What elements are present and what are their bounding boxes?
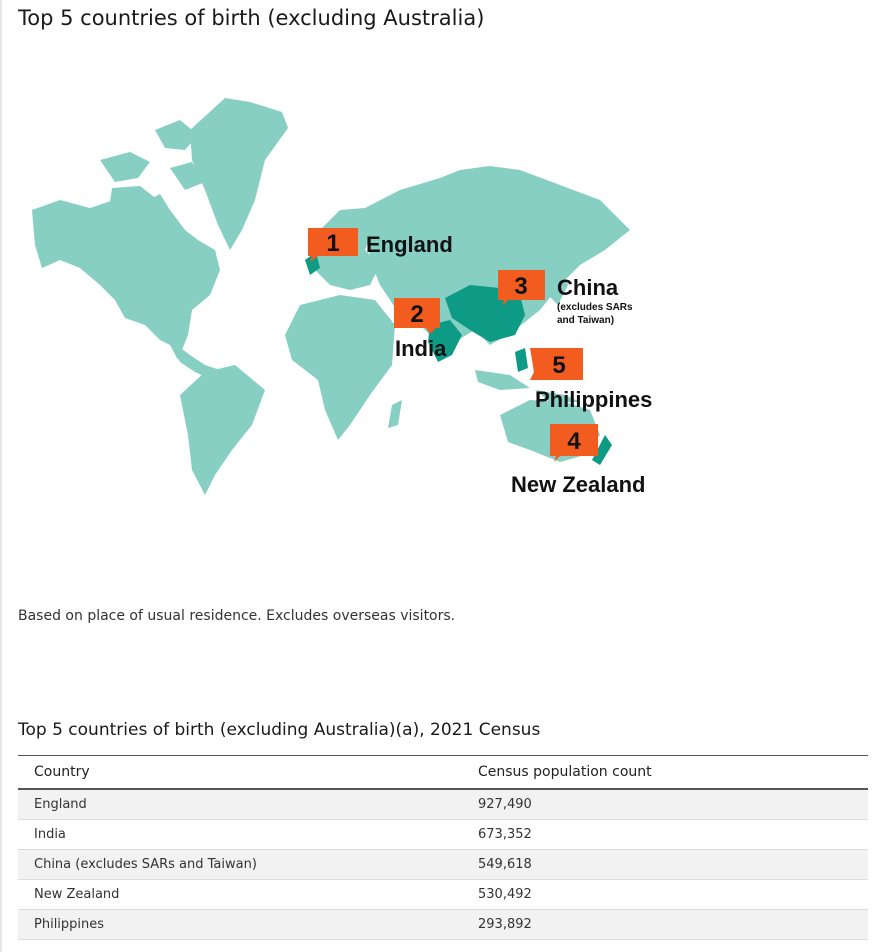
- marker-2-country: India: [395, 336, 447, 361]
- cell-country: China (excludes SARs and Taiwan): [18, 850, 462, 880]
- cell-count: 927,490: [462, 789, 868, 820]
- cell-count: 673,352: [462, 820, 868, 850]
- column-header-country: Country: [18, 756, 462, 790]
- marker-england: [308, 228, 453, 262]
- north-america-shape: [32, 194, 220, 360]
- arctic-islands-shape: [100, 120, 205, 208]
- table-row: [18, 880, 868, 910]
- marker-1-country: England: [366, 232, 453, 257]
- cell-country: India: [18, 820, 462, 850]
- marker-1-rank: 1: [326, 230, 340, 257]
- world-map: [20, 90, 680, 510]
- greenland-shape: [190, 98, 288, 250]
- column-header-count: Census population count: [462, 756, 868, 790]
- marker-3-sublabel-2: and Taiwan): [557, 315, 615, 326]
- marker-4-rank: 4: [567, 428, 581, 455]
- marker-2-rank: 2: [410, 301, 424, 328]
- marker-3-country: China: [557, 275, 619, 300]
- table-row: [18, 789, 868, 820]
- cell-country: England: [18, 789, 462, 820]
- cell-count: 293,892: [462, 910, 868, 940]
- data-table: [18, 755, 868, 940]
- philippines-shape: [515, 348, 528, 372]
- cell-country: Philippines: [18, 910, 462, 940]
- marker-3-rank: 3: [514, 273, 528, 300]
- marker-4-country: New Zealand: [511, 472, 646, 497]
- marker-5-country: Philippines: [535, 387, 653, 412]
- marker-3-sublabel-1: (excludes SARs: [557, 302, 633, 313]
- cell-count: 549,618: [462, 850, 868, 880]
- madagascar-shape: [388, 400, 402, 428]
- left-border: [0, 0, 2, 952]
- south-america-shape: [180, 365, 265, 495]
- cell-country: New Zealand: [18, 880, 462, 910]
- table-body: [18, 789, 868, 940]
- table-row: [18, 820, 868, 850]
- table-row: [18, 850, 868, 880]
- table-header-row: [18, 756, 868, 790]
- africa-shape: [285, 295, 395, 440]
- world-map-svg: [20, 90, 680, 510]
- footnote: Based on place of usual residence. Excludes overseas visitors.: [18, 608, 456, 624]
- map-title: Top 5 countries of birth (excluding Australia): [18, 6, 485, 30]
- cell-count: 530,492: [462, 880, 868, 910]
- table-row: [18, 910, 868, 940]
- marker-5-rank: 5: [552, 352, 566, 379]
- table-title: Top 5 countries of birth (excluding Australia)(a), 2021 Census: [18, 720, 541, 740]
- marker-philippines: [530, 348, 652, 412]
- table-header: [18, 756, 868, 790]
